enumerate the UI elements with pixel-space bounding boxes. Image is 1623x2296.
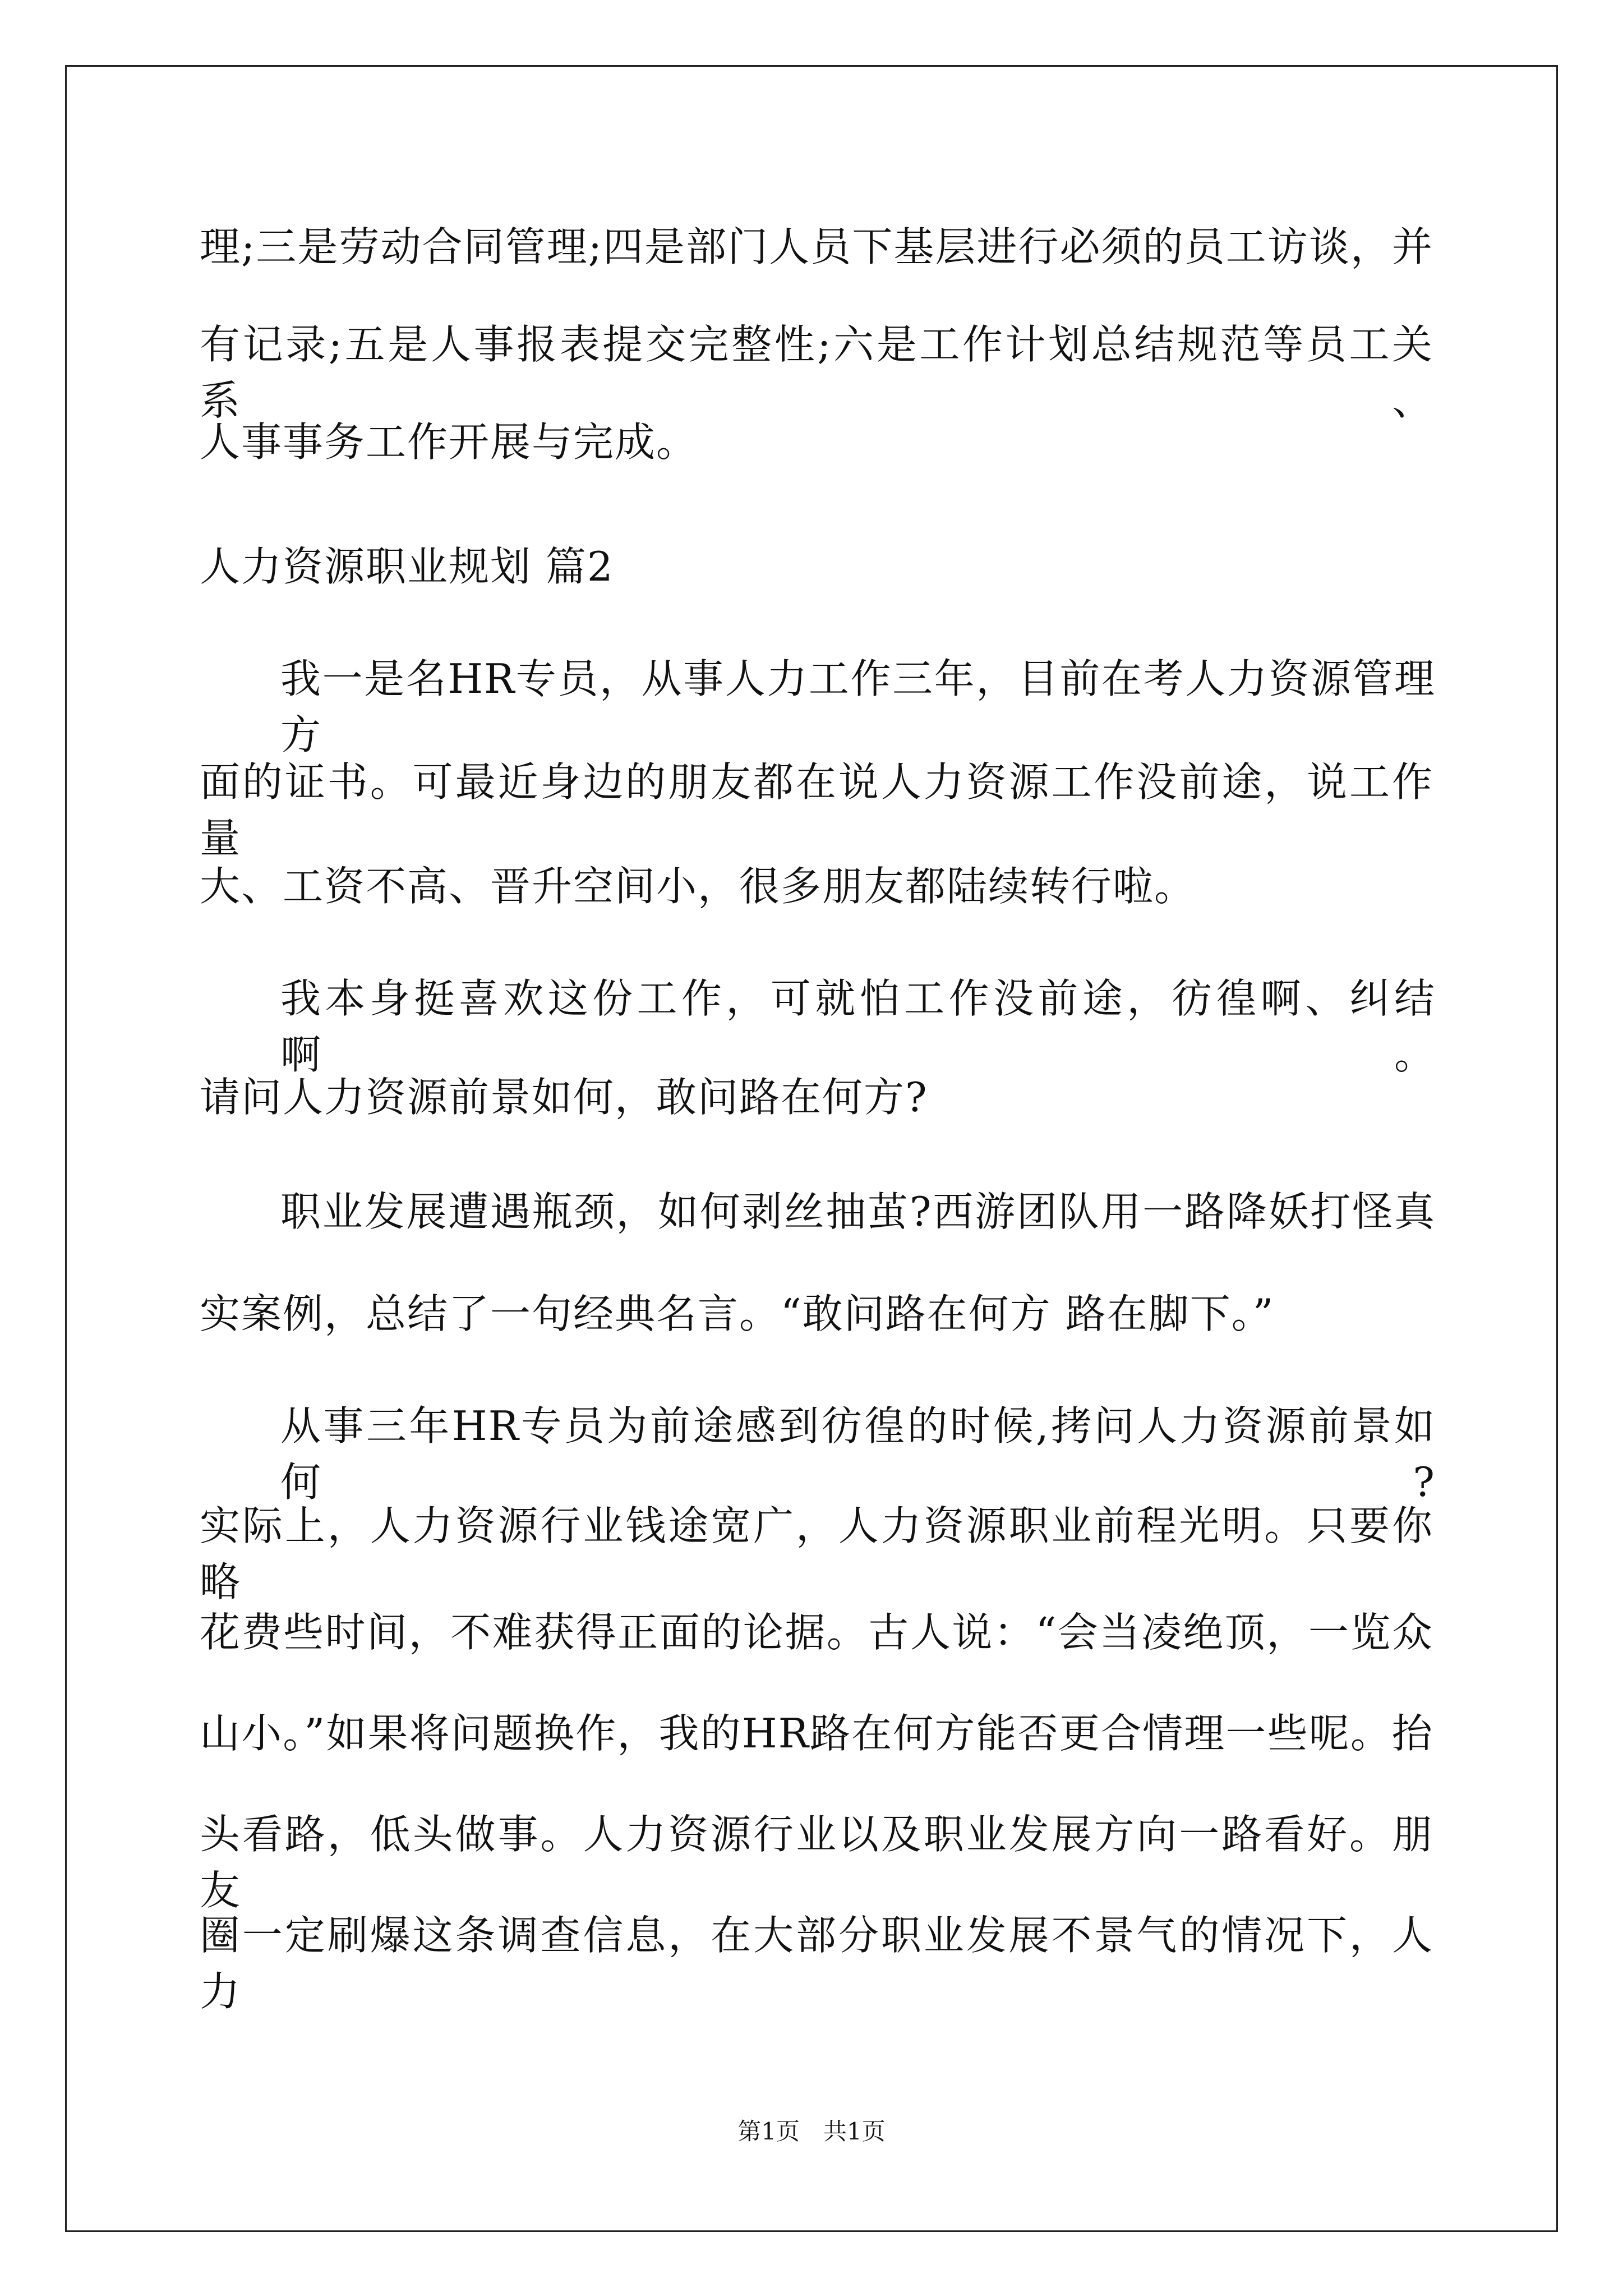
text-line: 实案例，总结了一句经典名言。“敢问路在何方 路在脚下。” (200, 1290, 1275, 1337)
text-line: 面的证书。可最近身边的朋友都在说人力资源工作没前途，说工作量 (200, 758, 1433, 862)
text-line: 职业发展遭遇瓶颈，如何剥丝抽茧?西游团队用一路降妖打怪真 (280, 1188, 1436, 1235)
text-line: 有记录;五是人事报表提交完整性;六是工作计划总结规范等员工关系、 (200, 321, 1433, 424)
text-line: 实际上，人力资源行业钱途宽广，人力资源职业前程光明。只要你略 (200, 1502, 1433, 1605)
text-line: 圈一定刷爆这条调查信息，在大部分职业发展不景气的情况下，人力 (200, 1912, 1433, 2015)
text-line: 山小。”如果将问题换作，我的HR路在何方能否更合情理一些呢。抬 (200, 1710, 1433, 1757)
text-line: 理;三是劳动合同管理;四是部门人员下基层进行必须的员工访谈，并 (200, 223, 1433, 270)
section-heading: 人力资源职业规划 篇2 (200, 543, 614, 590)
text-line: 花费些时间，不难获得正面的论据。古人说：“会当凌绝顶，一览众 (200, 1609, 1433, 1656)
text-line: 我一是名HR专员，从事人力工作三年，目前在考人力资源管理方 (280, 655, 1436, 758)
text-line: 我本身挺喜欢这份工作，可就怕工作没前途，彷徨啊、纠结啊。 (280, 975, 1436, 1078)
text-line: 头看路，低头做事。人力资源行业以及职业发展方向一路看好。朋友 (200, 1811, 1433, 1914)
text-line: 人事事务工作开展与完成。 (200, 418, 698, 466)
text-line: 从事三年HR专员为前途感到彷徨的时候,拷问人力资源前景如何? (280, 1402, 1436, 1506)
text-line: 大、工资不高、晋升空间小，很多朋友都陆续转行啦。 (200, 863, 1196, 910)
text-line: 请问人力资源前景如何，敢问路在何方? (200, 1074, 928, 1121)
page-number-footer: 第1页 共1页 (737, 2118, 886, 2145)
